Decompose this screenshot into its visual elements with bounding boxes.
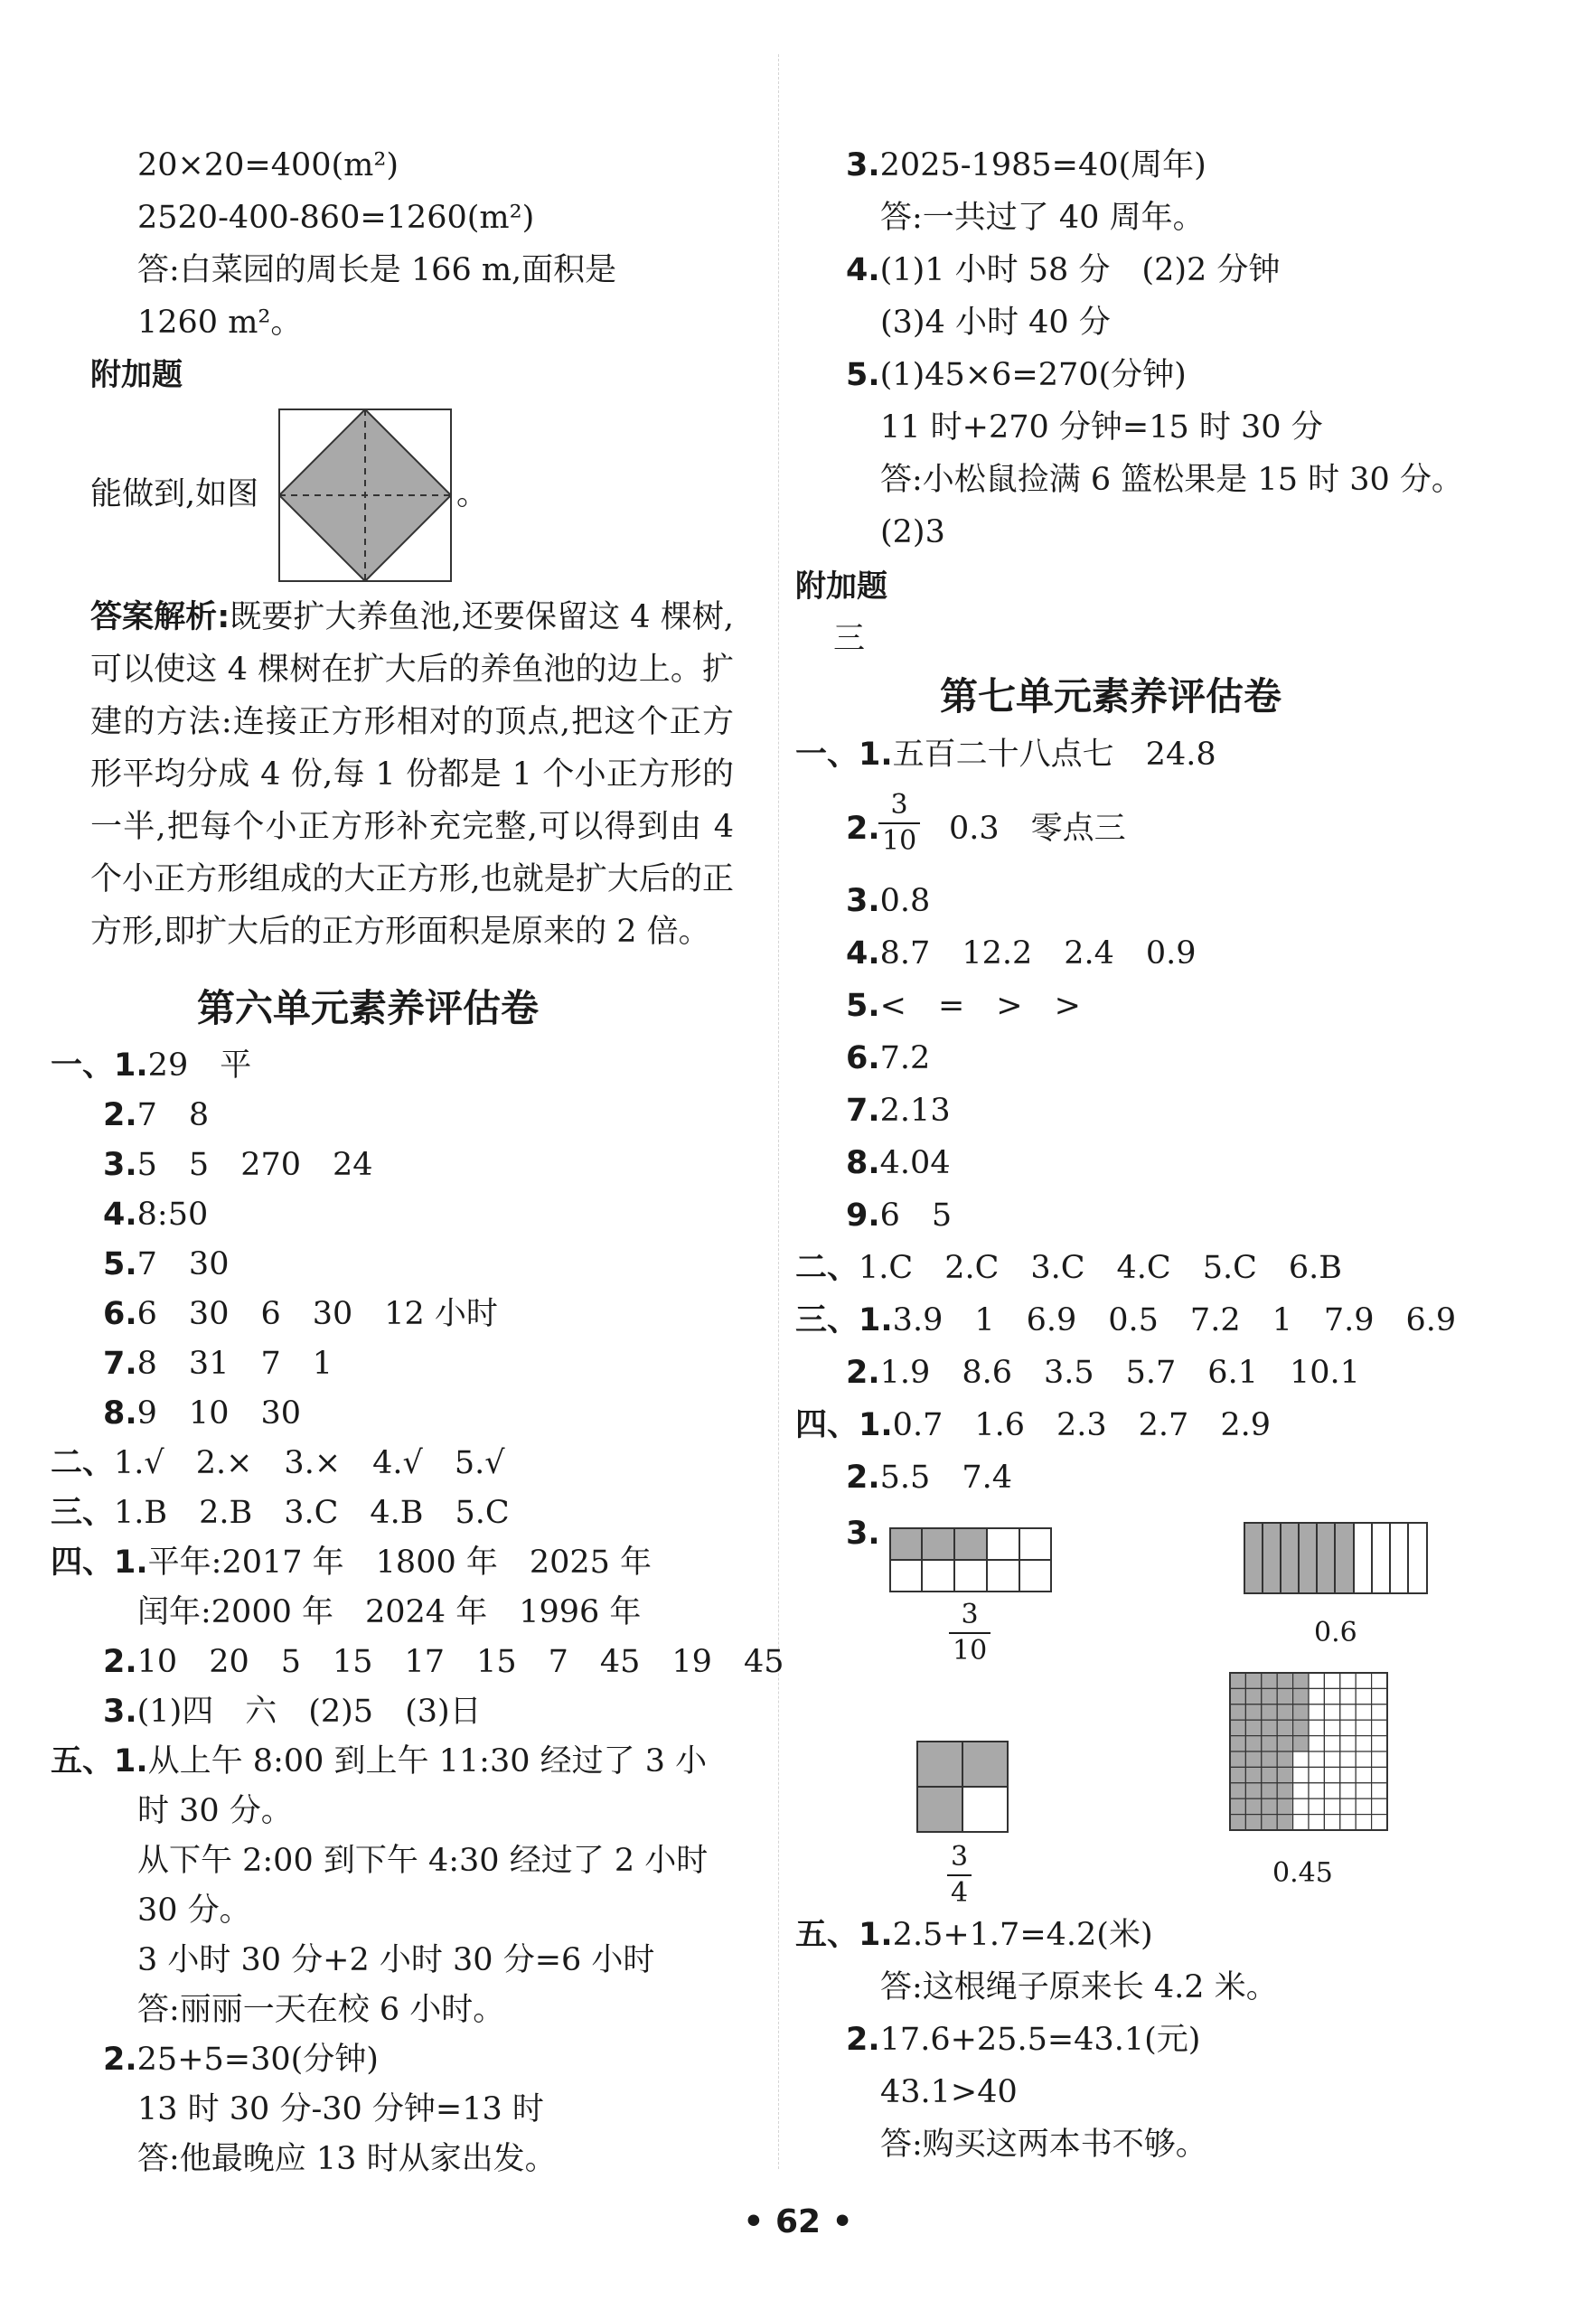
grid-cell bbox=[1372, 1720, 1387, 1735]
grid-cell bbox=[1372, 1673, 1387, 1688]
grid-cell bbox=[1309, 1736, 1324, 1751]
grid-cell bbox=[1340, 1798, 1356, 1814]
grid-cell bbox=[1356, 1720, 1371, 1735]
grid-cell bbox=[1324, 1798, 1339, 1814]
r5a: 5.(1)45×6=270(分钟) bbox=[846, 357, 1187, 393]
grid-cell bbox=[1277, 1798, 1292, 1814]
grid-cell bbox=[1245, 1798, 1261, 1814]
grid-cell bbox=[1372, 1751, 1387, 1767]
extra-answer: 三 bbox=[833, 621, 866, 657]
grid-cell bbox=[1245, 1815, 1261, 1830]
analysis-label: 答案解析: bbox=[90, 599, 230, 635]
grid-cell bbox=[1262, 1783, 1277, 1798]
answer-line: 答:白菜园的周长是 166 m,面积是 bbox=[137, 252, 617, 288]
grid-cell bbox=[1230, 1673, 1245, 1688]
grid-cell bbox=[1356, 1751, 1371, 1767]
u6-s5-2b: 13 时 30 分-30 分钟=13 时 bbox=[137, 2091, 544, 2127]
grid-cell bbox=[1245, 1767, 1261, 1782]
grid-cell bbox=[1230, 1751, 1245, 1767]
grid-cell bbox=[1230, 1688, 1245, 1704]
grid-cell bbox=[1309, 1704, 1324, 1720]
u6-s1-8: 8.9 10 30 bbox=[103, 1395, 301, 1432]
u7-s2: 二、1.C 2.C 3.C 4.C 5.C 6.B bbox=[795, 1250, 1342, 1286]
u6-s5-1c: 从下午 2:00 到下午 4:30 经过了 2 小时 bbox=[137, 1843, 709, 1879]
r5c: 答:小松鼠捡满 6 篮松果是 15 时 30 分。 bbox=[880, 462, 1463, 498]
page-number: • 62 • bbox=[743, 2203, 853, 2240]
u6-s2: 二、1.√ 2.× 3.× 4.√ 5.√ bbox=[51, 1445, 505, 1481]
grid-cell bbox=[1309, 1673, 1324, 1688]
square-diagram bbox=[278, 408, 452, 582]
grid-cell bbox=[1340, 1783, 1356, 1798]
grid-3-10 bbox=[889, 1527, 1052, 1592]
grid-cell bbox=[1230, 1736, 1245, 1751]
grid-cell bbox=[1293, 1704, 1309, 1720]
r5d: (2)3 bbox=[880, 514, 945, 550]
u6-s5-2c: 答:他最晚应 13 时从家出发。 bbox=[137, 2141, 557, 2177]
u7-s1-6: 6.7.2 bbox=[846, 1040, 931, 1076]
fraction-label-3-10: $\frac{3}{10}$ bbox=[949, 1601, 990, 1665]
grid-cell bbox=[1277, 1720, 1292, 1735]
grid-cell bbox=[1324, 1736, 1339, 1751]
answer-analysis bbox=[90, 591, 734, 958]
grid-cell bbox=[1372, 1798, 1387, 1814]
r3b: 答:一共过了 40 周年。 bbox=[880, 200, 1205, 236]
grid-cell bbox=[1262, 1704, 1277, 1720]
grid-cell bbox=[1293, 1798, 1309, 1814]
fraction-label-3-4: $\frac{3}{4}$ bbox=[947, 1844, 972, 1907]
calc-line: 20×20=400(m²) bbox=[137, 147, 399, 183]
grid-cell bbox=[1340, 1704, 1356, 1720]
grid-cell bbox=[1356, 1704, 1371, 1720]
grid-cell bbox=[1262, 1673, 1277, 1688]
grid-cell bbox=[1293, 1736, 1309, 1751]
grid-cell bbox=[1245, 1783, 1261, 1798]
grid-cell bbox=[1372, 1815, 1387, 1830]
fraction-3-10: $\frac{3}{10}$ bbox=[878, 792, 920, 855]
u7-s1-2-rest: 0.3 零点三 bbox=[949, 811, 1126, 847]
grid-cell bbox=[1356, 1688, 1371, 1704]
u7-s5-2c: 答:购买这两本书不够。 bbox=[880, 2127, 1207, 2163]
unit6-title: 第六单元素养评估卷 bbox=[197, 986, 540, 1030]
u7-s1-5: 5.< = > > bbox=[846, 988, 1081, 1024]
grid-cell bbox=[1245, 1736, 1261, 1751]
grid-cell bbox=[1340, 1688, 1356, 1704]
u7-s5-1a: 五、1.2.5+1.7=4.2(米) bbox=[795, 1917, 1153, 1953]
u7-s4-3-label: 3. bbox=[846, 1516, 880, 1552]
u6-s1-7: 7.8 31 7 1 bbox=[103, 1346, 333, 1382]
grid-cell bbox=[1277, 1815, 1292, 1830]
grid-cell bbox=[1262, 1815, 1277, 1830]
grid-cell bbox=[1372, 1704, 1387, 1720]
grid-cell bbox=[1324, 1704, 1339, 1720]
answer-line: 1260 m²。 bbox=[137, 305, 303, 341]
grid-cell bbox=[1245, 1720, 1261, 1735]
u7-s3-2: 2.1.9 8.6 3.5 5.7 6.1 10.1 bbox=[846, 1355, 1360, 1391]
grid-cell bbox=[1309, 1688, 1324, 1704]
grid-cell bbox=[1293, 1783, 1309, 1798]
u6-s3: 三、1.B 2.B 3.C 4.B 5.C bbox=[51, 1495, 510, 1531]
grid-cell bbox=[1293, 1751, 1309, 1767]
u6-s1-6: 6.6 30 6 30 12 小时 bbox=[103, 1296, 498, 1332]
grid-cell bbox=[1356, 1736, 1371, 1751]
grid-cell bbox=[1324, 1688, 1339, 1704]
grid-cell bbox=[1340, 1815, 1356, 1830]
u6-s4-3: 3.(1)四 六 (2)5 (3)日 bbox=[103, 1694, 482, 1730]
u6-s1-5: 5.7 30 bbox=[103, 1246, 230, 1282]
u7-s1-3: 3.0.8 bbox=[846, 883, 931, 919]
grid-cell bbox=[1277, 1688, 1292, 1704]
grid-cell bbox=[1262, 1736, 1277, 1751]
grid-cell bbox=[1277, 1751, 1292, 1767]
grid-cell bbox=[1309, 1783, 1324, 1798]
unit7-title: 第七单元素养评估卷 bbox=[940, 674, 1282, 718]
grid-cell bbox=[1356, 1673, 1371, 1688]
u6-s4-1a: 四、1.平年:2017 年 1800 年 2025 年 bbox=[51, 1545, 652, 1581]
grid-cell bbox=[1277, 1736, 1292, 1751]
grid-cell bbox=[1324, 1673, 1339, 1688]
grid-cell bbox=[1309, 1767, 1324, 1782]
u7-s1-8: 8.4.04 bbox=[846, 1145, 951, 1181]
grid-cell bbox=[1372, 1767, 1387, 1782]
grid-cell bbox=[1356, 1798, 1371, 1814]
grid-cell bbox=[1293, 1720, 1309, 1735]
label-0-6: 0.6 bbox=[1314, 1617, 1357, 1648]
strips-0-6 bbox=[1244, 1522, 1428, 1594]
r4a: 4.(1)1 小时 58 分 (2)2 分钟 bbox=[846, 252, 1281, 288]
r5b: 11 时+270 分钟=15 时 30 分 bbox=[880, 409, 1323, 446]
u6-s5-1d: 30 分。 bbox=[137, 1892, 251, 1929]
grid-cell bbox=[1372, 1736, 1387, 1751]
grid-cell bbox=[1230, 1783, 1245, 1798]
calc-line: 2520-400-860=1260(m²) bbox=[137, 200, 535, 236]
u6-s1-3: 3.5 5 270 24 bbox=[103, 1147, 373, 1183]
u7-s1-2-label: 2. bbox=[846, 811, 880, 847]
grid-cell bbox=[1309, 1815, 1324, 1830]
u7-s1-7: 7.2.13 bbox=[846, 1093, 951, 1129]
figure-caption-end: 。 bbox=[456, 476, 489, 512]
grid-cell bbox=[1309, 1720, 1324, 1735]
u6-s1-2: 2.7 8 bbox=[103, 1097, 210, 1133]
r3a: 3.2025-1985=40(周年) bbox=[846, 147, 1206, 183]
grid-cell bbox=[1277, 1767, 1292, 1782]
grid-cell bbox=[1230, 1704, 1245, 1720]
grid-cell bbox=[1324, 1767, 1339, 1782]
grid-cell bbox=[1293, 1815, 1309, 1830]
grid-cell bbox=[1356, 1815, 1371, 1830]
grid-cell bbox=[1230, 1815, 1245, 1830]
grid-cell bbox=[1324, 1720, 1339, 1735]
u6-s1-4: 4.8:50 bbox=[103, 1197, 209, 1233]
grid-cell bbox=[1277, 1704, 1292, 1720]
u7-s1-9: 9.6 5 bbox=[846, 1197, 953, 1234]
grid-cell bbox=[1372, 1688, 1387, 1704]
u7-s5-2a: 2.17.6+25.5=43.1(元) bbox=[846, 2022, 1201, 2058]
grid-cell bbox=[1340, 1673, 1356, 1688]
grid-cell bbox=[1293, 1767, 1309, 1782]
u7-s5-2b: 43.1>40 bbox=[880, 2074, 1018, 2110]
grid-cell bbox=[1262, 1688, 1277, 1704]
u6-s4-1b: 闰年:2000 年 2024 年 1996 年 bbox=[137, 1594, 642, 1630]
u6-s5-1a: 五、1.从上午 8:00 到上午 11:30 经过了 3 小 bbox=[51, 1743, 708, 1779]
u6-s5-1f: 答:丽丽一天在校 6 小时。 bbox=[137, 1992, 505, 2028]
grid-cell bbox=[1245, 1751, 1261, 1767]
extra-question-heading: 附加题 bbox=[90, 357, 183, 393]
u6-s5-1e: 3 小时 30 分+2 小时 30 分=6 小时 bbox=[137, 1942, 655, 1978]
square-3-4 bbox=[916, 1741, 1009, 1833]
grid-cell bbox=[1309, 1798, 1324, 1814]
grid-cell bbox=[1324, 1751, 1339, 1767]
u6-s1-1: 一、1.29 平 bbox=[51, 1047, 252, 1084]
grid-cell bbox=[1262, 1751, 1277, 1767]
grid-cell bbox=[1340, 1751, 1356, 1767]
column-divider bbox=[778, 54, 779, 2169]
grid-cell bbox=[1293, 1688, 1309, 1704]
grid-cell bbox=[1245, 1704, 1261, 1720]
extra-question-heading: 附加题 bbox=[795, 568, 887, 605]
grid-cell bbox=[1245, 1688, 1261, 1704]
analysis-text: 既要扩大养鱼池,还要保留这 4 棵树,可以使这 4 棵树在扩大后的养鱼池的边上。扩建的方法:连接正方形相对的顶点,把这个正方形平均分成 4 份,每 1 份都是 1 个小正方形的一半,把每个小正方形补充完整,可以得到由 4 个小正方形组成的大正方形,也就是扩大后的正方形,即扩大后的正方形面积是原来的 2 倍。 bbox=[90, 599, 734, 950]
grid-cell bbox=[1245, 1673, 1261, 1688]
grid-cell bbox=[1372, 1783, 1387, 1798]
grid-cell bbox=[1356, 1783, 1371, 1798]
u7-s4-2: 2.5.5 7.4 bbox=[846, 1460, 1012, 1496]
grid-cell bbox=[1262, 1798, 1277, 1814]
grid-cell bbox=[1293, 1673, 1309, 1688]
grid-cell bbox=[1356, 1767, 1371, 1782]
grid-cell bbox=[1340, 1736, 1356, 1751]
u7-s1-4: 4.8.7 12.2 2.4 0.9 bbox=[846, 935, 1197, 972]
grid-cell bbox=[1230, 1720, 1245, 1735]
grid-cell bbox=[1309, 1751, 1324, 1767]
grid-cell bbox=[1277, 1673, 1292, 1688]
r4b: (3)4 小时 40 分 bbox=[880, 305, 1111, 341]
grid-cell bbox=[1230, 1798, 1245, 1814]
grid-cell bbox=[1277, 1783, 1292, 1798]
u7-s1-1: 一、1.五百二十八点七 24.8 bbox=[795, 737, 1216, 773]
grid-cell bbox=[1262, 1767, 1277, 1782]
grid-cell bbox=[1324, 1815, 1339, 1830]
label-0-45: 0.45 bbox=[1272, 1857, 1333, 1889]
u7-s4-1: 四、1.0.7 1.6 2.3 2.7 2.9 bbox=[795, 1407, 1271, 1443]
grid-cell bbox=[1340, 1720, 1356, 1735]
hundred-grid-0-45 bbox=[1229, 1672, 1388, 1831]
grid-cell bbox=[1262, 1720, 1277, 1735]
u7-s5-1b: 答:这根绳子原来长 4.2 米。 bbox=[880, 1969, 1278, 2005]
figure-caption: 能做到,如图 bbox=[90, 476, 259, 512]
grid-cell bbox=[1230, 1767, 1245, 1782]
u7-s3-1: 三、1.3.9 1 6.9 0.5 7.2 1 7.9 6.9 bbox=[795, 1302, 1457, 1338]
grid-cell bbox=[1340, 1767, 1356, 1782]
u6-s5-2a: 2.25+5=30(分钟) bbox=[103, 2042, 379, 2078]
grid-cell bbox=[1324, 1783, 1339, 1798]
u6-s5-1b: 时 30 分。 bbox=[137, 1793, 293, 1829]
u6-s4-2: 2.10 20 5 15 17 15 7 45 19 45 bbox=[103, 1644, 784, 1680]
